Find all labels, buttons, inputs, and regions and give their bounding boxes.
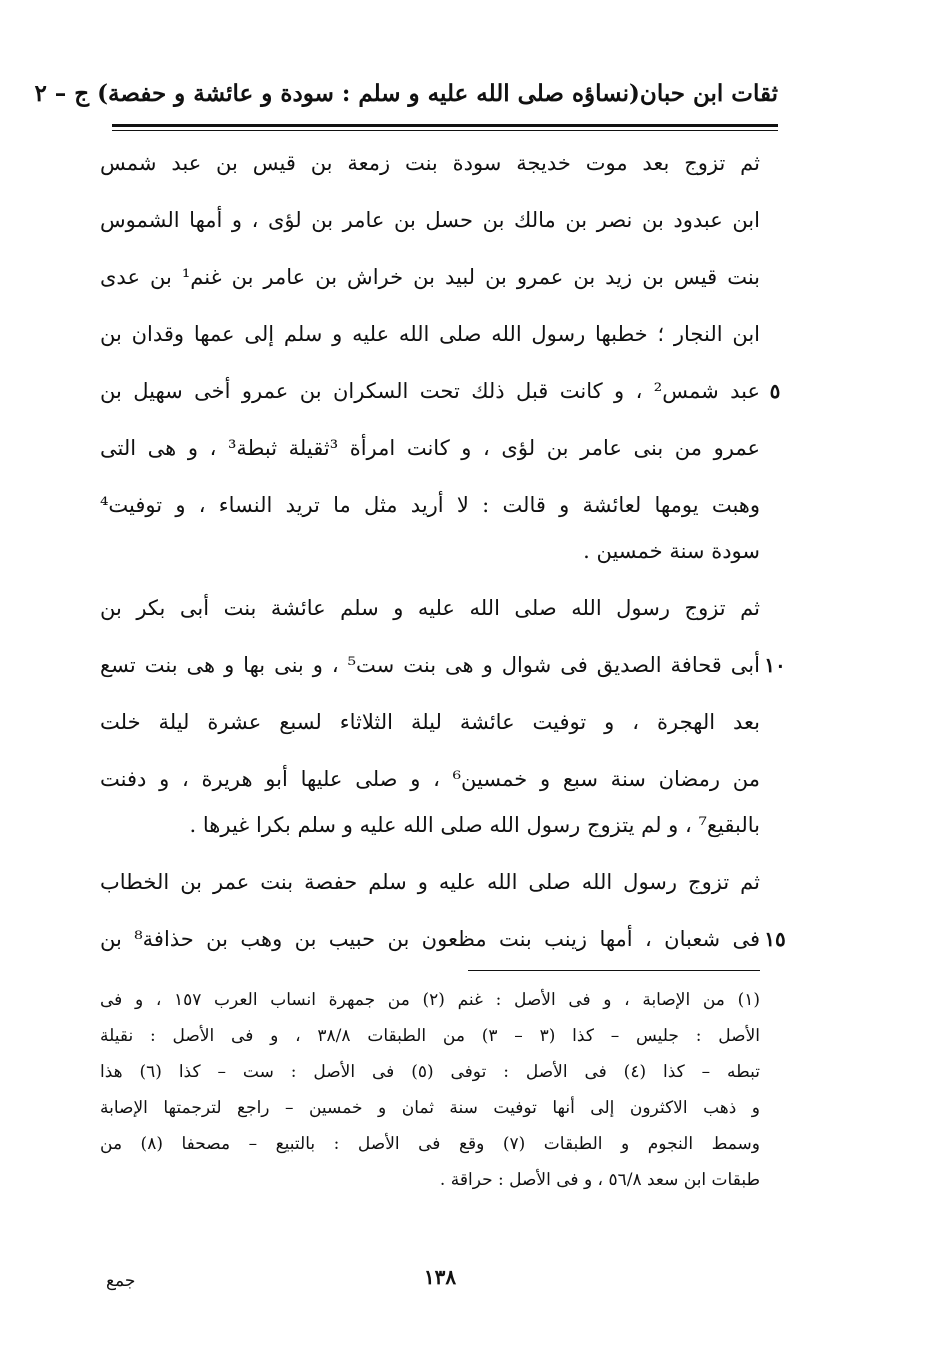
line-number-5: ٥ [769,379,781,403]
footnote-line-6: طبقات ابن سعد ٥٦/٨ ، و فى الأصل : حراقة . [439,1170,760,1190]
footnote-line-4: و ذهب الاكثرون إلى أنها توفيت سنة ثمان و خمسين – راجع لترجمتها الإصابة [100,1098,760,1118]
body-line-15: فى شعبان ، أمها زينب بنت مظعون بن حبيب بن وهب بن حذافة⁸ بن [100,927,760,951]
body-line-8: سودة سنة خمسين . [583,539,760,563]
body-line-5: عبد شمس² ، و كانت قبل ذلك تحت السكران بن عمرو أخى سهيل بن [100,379,760,403]
body-line-14: ثم تزوج رسول الله صلى الله عليه و سلم حفصة بنت عمر بن الخطاب [100,870,760,894]
footnote-line-1: (١) من الإصابة ، و فى الأصل : غنم (٢) من جمهرة انساب العرب ١٥٧ ، و فى [100,990,760,1010]
footnote-rule [468,970,760,971]
running-header: ثقات ابن حبان(نساؤه صلى الله عليه و سلم : سودة و عائشة و حفصة) ج – ٢ [34,80,778,107]
body-line-7: وهبت يومها لعائشة و قالت : لا أريد مثل ما تريد النساء ، و توفيت⁴ [100,493,760,517]
body-line-12: من رمضان سنة سبع و خمسين⁶ ، و صلى عليها أبو هريرة ، و دفنت [100,767,761,791]
body-line-2: ابن عبدود بن نصر بن مالك بن حسل بن عامر بن لؤى ، و أمها الشموس [100,208,760,232]
line-number-10: ١٠ [764,653,786,677]
body-line-13: بالبقيع⁷ ، و لم يتزوج رسول الله صلى الله عليه و سلم بكرا غيرها . [189,813,760,837]
signature-mark: جمع [106,1271,136,1291]
footnote-line-3: تبطه – كذا (٤) فى الأصل : توفى (٥) فى الأصل : ست – كذا (٦) هذا [100,1062,760,1082]
body-line-6: عمرو من بنى عامر بن لؤى ، و كانت امرأة ³ثقيلة ثبطة³ ، و هى التى [100,436,761,460]
footnote-line-2: الأصل : جليس – كذا (٣ – ٣) من الطبقات ٣٨/٨ ، و فى الأصل : نقيلة [100,1026,760,1046]
header-rule-thin [112,130,778,131]
header-rule-thick [112,124,778,127]
footnote-line-5: وسمط النجوم و الطبقات (٧) وقع فى الأصل : بالتبيع – مصحفا (٨) من [100,1134,761,1154]
body-line-4: ابن النجار ؛ خطبها رسول الله صلى الله عليه و سلم إلى عمها وقدان بن [100,322,760,346]
page-number: ١٣٨ [423,1265,457,1289]
line-number-15: ١٥ [764,927,786,951]
body-line-3: بنت قيس بن زيد بن عمرو بن لبيد بن خراش بن عامر بن غنم¹ بن عدى [100,265,761,289]
body-line-11: بعد الهجرة ، و توفيت عائشة ليلة الثلاثاء لسبع عشرة ليلة خلت [100,710,760,734]
body-line-1: ثم تزوج بعد موت خديجة سودة بنت زمعة بن قيس بن عبد شمس [100,151,760,175]
body-line-9: ثم تزوج رسول الله صلى الله عليه و سلم عائشة بنت أبى بكر بن [100,596,760,620]
body-line-10: أبى قحافة الصديق فى شوال و هى بنت ست⁵ ، و بنى بها و هى بنت تسع [100,653,760,677]
